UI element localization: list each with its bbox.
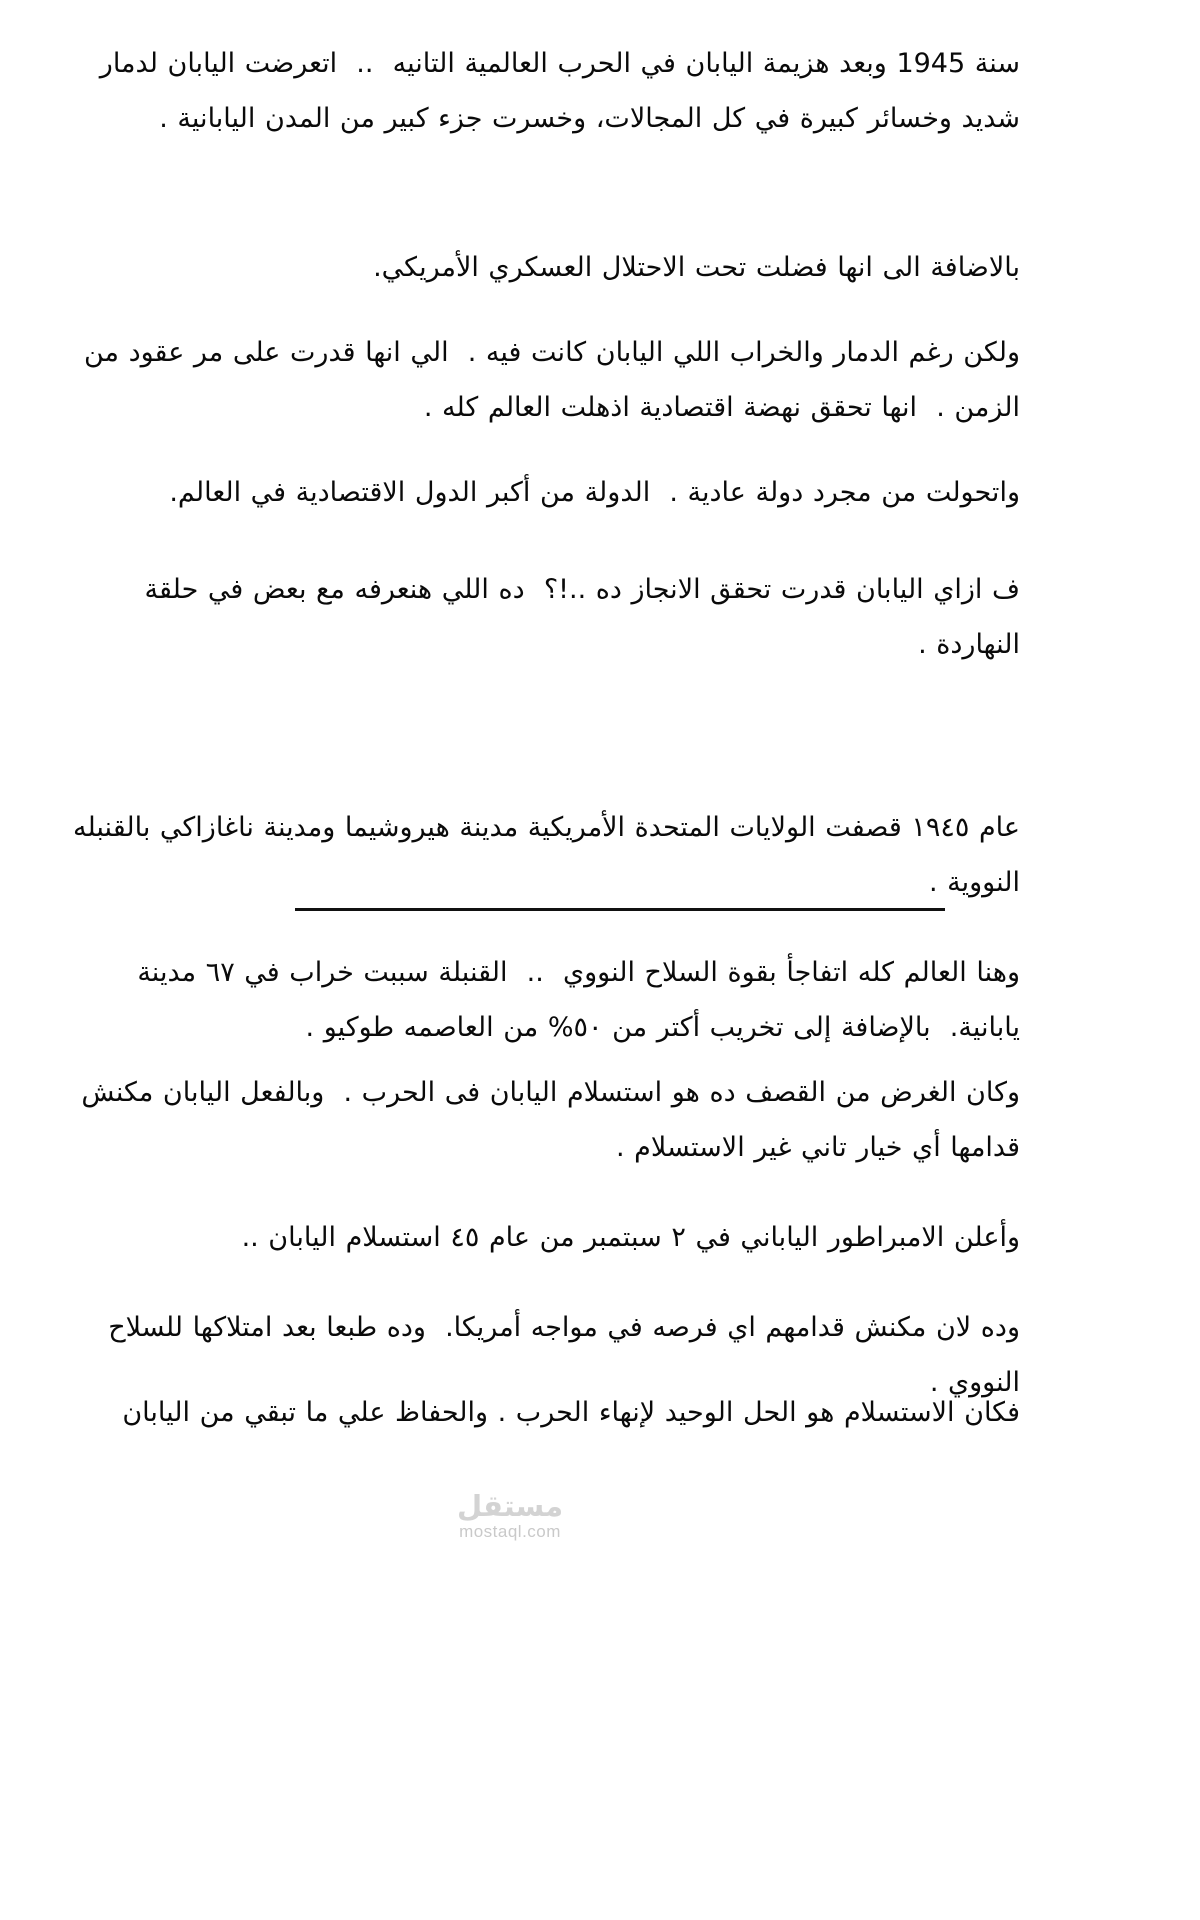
mostaql-watermark [420,1490,600,1542]
paragraph-no-chance-against-america: وده لان مكنش قدامهم اي فرصه في مواجه أمريكا. وده طبعا بعد امتلاكها للسلاح النووي . [98,1312,1020,1398]
paragraph-economic-renaissance: ولكن رغم الدمار والخراب اللي اليابان كانت فيه . الي انها قدرت على مر عقود من الزمن . انها تحقق نهضة اقتصادية اذهلت العالم كله . [74,337,1020,423]
paragraph-episode-question: ف ازاي اليابان قدرت تحقق الانجاز ده ..!؟ ده اللي هنعرفه مع بعض في حلقة النهاردة . [134,574,1020,660]
paragraph-nuclear-destruction-stats: وهنا العالم كله اتفاجأ بقوة السلاح النووي .. القنبلة سببت خراب في ٦٧ مدينة يابانية. بالإضافة إلى تخريب أكتر من ٥٠% من العاصمه طوكيو . [127,957,1020,1043]
paragraph-purpose-of-bombing: وكان الغرض من القصف ده هو استسلام اليابان فى الحرب . وبالفعل اليابان مكنش قدامها أي خيار تاني غير الاستسلام . [71,1077,1020,1163]
watermark-arabic-text: مستقل [456,1489,564,1523]
watermark-latin-text: mostaql.com [459,1522,561,1541]
paragraph-largest-economy: واتحولت من مجرد دولة عادية . الدولة من أكبر الدول الاقتصادية في العالم. [169,477,1020,508]
paragraph-emperor-surrender-announcement: وأعلن الامبراطور الياباني في ٢ سبتمبر من عام ٤٥ استسلام اليابان .. [241,1222,1020,1253]
paragraph-intro-1945: سنة 1945 وبعد هزيمة اليابان في الحرب العالمية التانيه .. اتعرضت اليابان لدمار شديد وخسائر كبيرة في كل المجالات، وخسرت جزء كبير من المدن اليابانية . [90,48,1020,134]
paragraph-hiroshima-nagasaki: عام ١٩٤٥ قصفت الولايات المتحدة الأمريكية مدينة هيروشيما ومدينة ناغازاكي بالقنبله النووية . [63,812,1020,898]
paragraph-american-occupation: بالاضافة الى انها فضلت تحت الاحتلال العسكري الأمريكي. [373,252,1020,283]
paragraph-surrender-only-solution: فكان الاستسلام هو الحل الوحيد لإنهاء الحرب . والحفاظ علي ما تبقي من اليابان [122,1397,1020,1428]
